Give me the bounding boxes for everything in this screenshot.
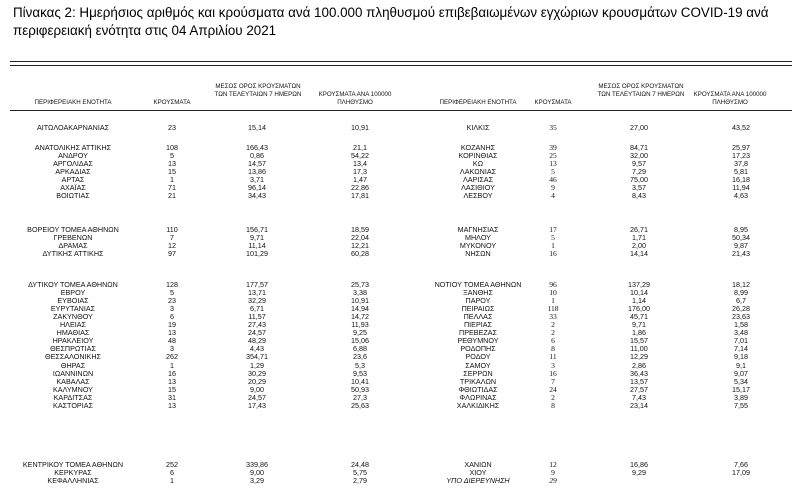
cases-cell: 25 — [549, 151, 557, 161]
cases-cell: 6 — [170, 468, 174, 478]
per100k-cell: 12,21 — [351, 241, 369, 251]
per100k-cell: 27,3 — [353, 392, 367, 402]
per100k-cell: 23,63 — [732, 312, 750, 322]
cases-cell: 262 — [166, 352, 178, 362]
cases-cell: 108 — [166, 143, 178, 152]
region-cell: ΕΥΡΥΤΑΝΙΑΣ — [50, 304, 96, 314]
avg7-cell: 45,71 — [630, 312, 648, 322]
per100k-cell: 5,81 — [734, 167, 748, 177]
cases-cell: 1 — [170, 476, 174, 486]
avg7-cell: 24,57 — [248, 392, 266, 402]
avg7-cell: 84,71 — [630, 143, 648, 152]
cases-cell: 5 — [170, 288, 174, 298]
avg7-cell: 9,00 — [250, 384, 264, 394]
cases-cell: 8 — [551, 400, 555, 410]
per100k-cell: 14,94 — [351, 304, 369, 314]
region-cell: ΚΑΛΥΜΝΟΥ — [53, 384, 93, 394]
avg7-cell: 1,86 — [632, 328, 646, 338]
avg7-cell: 16,86 — [630, 460, 648, 469]
cases-cell: 13 — [168, 328, 176, 338]
per100k-cell: 9,53 — [353, 368, 367, 378]
per100k-cell: 7,55 — [734, 400, 748, 410]
region-cell: ΠΕΛΛΑΣ — [463, 312, 493, 322]
cases-cell: 2 — [551, 320, 555, 330]
cases-cell: 16 — [549, 249, 557, 259]
cases-cell: 19 — [168, 320, 176, 330]
cases-cell: 15 — [168, 384, 176, 394]
per100k-cell: 22,86 — [351, 183, 369, 193]
per100k-cell: 9,07 — [734, 368, 748, 378]
region-cell: ΚΙΛΚΙΣ — [466, 123, 490, 132]
avg7-cell: 2,86 — [632, 360, 646, 370]
region-cell: ΠΡΕΒΕΖΑΣ — [459, 328, 497, 338]
cases-cell: 7 — [551, 376, 555, 386]
avg7-cell: 27,00 — [630, 123, 648, 132]
per100k-cell: 13,4 — [353, 159, 367, 169]
cases-cell: 1 — [170, 360, 174, 370]
avg7-cell: 9,71 — [632, 320, 646, 330]
avg7-cell: 32,29 — [248, 296, 266, 306]
cases-cell: 11 — [549, 352, 557, 362]
per100k-cell: 9,87 — [734, 241, 748, 251]
cases-cell: 9 — [551, 183, 555, 193]
region-cell: ΑΝΑΤΟΛΙΚΗΣ ΑΤΤΙΚΗΣ — [34, 143, 112, 152]
per100k-cell: 8,95 — [734, 225, 748, 234]
region-cell: ΡΕΘΥΜΝΟΥ — [457, 336, 499, 346]
region-cell: ΛΑΡΙΣΑΣ — [462, 175, 494, 185]
per100k-cell: 10,91 — [351, 296, 369, 306]
region-cell: ΧΑΝΙΩΝ — [464, 460, 492, 469]
per100k-cell: 8,99 — [734, 288, 748, 298]
header-avg7: ΜΕΣΟΣ ΟΡΟΣ ΚΡΟΥΣΜΑΤΩΝ ΤΩΝ ΤΕΛΕΥΤΑΙΩΝ 7 ΗΜΕΡΩΝ — [214, 83, 302, 98]
region-cell: ΔΥΤΙΚΟΥ ΤΟΜΕΑ ΑΘΗΝΩΝ — [28, 280, 118, 289]
avg7-cell: 2,00 — [632, 241, 646, 251]
avg7-cell: 6,71 — [250, 304, 264, 314]
avg7-cell: 13,86 — [248, 167, 266, 177]
cases-cell: 252 — [166, 460, 178, 469]
per100k-cell: 16,18 — [732, 175, 750, 185]
cases-cell: 13 — [168, 376, 176, 386]
region-cell: ΙΩΑΝΝΙΝΩΝ — [52, 368, 94, 378]
per100k-cell: 3,89 — [734, 392, 748, 402]
region-cell: ΠΑΡΟΥ — [465, 296, 491, 306]
cases-cell: 17 — [549, 225, 557, 234]
region-cell: ΦΛΩΡΙΝΑΣ — [459, 392, 497, 402]
region-cell: ΚΕΝΤΡΙΚΟΥ ΤΟΜΕΑ ΑΘΗΝΩΝ — [22, 460, 124, 469]
per100k-cell: 5,75 — [353, 468, 367, 478]
avg7-cell: 27,43 — [248, 320, 266, 330]
cases-cell: 5 — [551, 167, 555, 177]
avg7-cell: 23,14 — [630, 400, 648, 410]
region-cell: ΒΟΙΩΤΙΑΣ — [56, 191, 90, 201]
cases-cell: 24 — [549, 384, 557, 394]
avg7-cell: 166,43 — [246, 143, 268, 152]
avg7-cell — [604, 476, 674, 485]
region-cell: ΛΕΣΒΟΥ — [463, 191, 493, 201]
avg7-cell: 1,71 — [632, 233, 646, 243]
per100k-cell: 11,94 — [732, 183, 750, 193]
per100k-cell: 10,41 — [351, 376, 369, 386]
avg7-cell: 7,29 — [632, 167, 646, 177]
avg7-cell: 15,57 — [630, 336, 648, 346]
region-cell: ΜΗΛΟΥ — [465, 233, 491, 243]
per100k-cell — [706, 476, 776, 485]
cases-cell: 33 — [549, 312, 557, 322]
table-header-rule — [10, 65, 792, 66]
cases-cell: 96 — [549, 280, 557, 289]
region-cell: ΜΥΚΟΝΟΥ — [459, 241, 497, 251]
cases-cell: 1 — [551, 296, 555, 306]
cases-cell: 97 — [168, 249, 176, 259]
cases-cell: 23 — [168, 296, 176, 306]
header-cases: ΚΡΟΥΣΜΑΤΑ — [153, 99, 191, 106]
avg7-cell: 9,00 — [250, 468, 264, 478]
region-cell: ΔΥΤΙΚΗΣ ΑΤΤΙΚΗΣ — [42, 249, 104, 259]
header-cases-right: ΚΡΟΥΣΜΑΤΑ — [534, 99, 572, 106]
region-cell: ΑΡΚΑΔΙΑΣ — [55, 167, 91, 177]
per100k-cell: 24,48 — [351, 460, 369, 469]
region-cell: ΘΕΣΣΑΛΟΝΙΚΗΣ — [45, 352, 101, 362]
region-cell: ΣΑΜΟΥ — [465, 360, 491, 370]
region-cell: ΧΙΟΥ — [469, 468, 487, 478]
region-cell: ΒΟΡΕΙΟΥ ΤΟΜΕΑ ΑΘΗΝΩΝ — [27, 225, 119, 234]
per100k-cell: 17,23 — [732, 151, 750, 161]
per100k-cell: 54,22 — [351, 151, 369, 161]
region-cell: ΚΟΡΙΝΘΙΑΣ — [458, 151, 498, 161]
region-cell: ΠΙΕΡΙΑΣ — [463, 320, 492, 330]
cases-cell: 1 — [551, 241, 555, 251]
cases-cell: 23 — [168, 123, 176, 132]
avg7-cell: 32,00 — [630, 151, 648, 161]
per100k-cell: 43,52 — [732, 123, 750, 132]
avg7-cell: 8,43 — [632, 191, 646, 201]
avg7-cell: 0,86 — [250, 151, 264, 161]
avg7-cell: 14,57 — [248, 159, 266, 169]
region-cell: ΕΥΒΟΙΑΣ — [57, 296, 89, 306]
region-cell: ΔΡΑΜΑΣ — [58, 241, 88, 251]
cases-cell: 128 — [166, 280, 178, 289]
avg7-cell: 12,29 — [630, 352, 648, 362]
region-cell: ΗΜΑΘΙΑΣ — [56, 328, 90, 338]
per100k-cell: 6,7 — [736, 296, 746, 306]
avg7-cell: 75,00 — [630, 175, 648, 185]
cases-cell: 9 — [551, 468, 555, 478]
region-cell: ΑΝΔΡΟΥ — [58, 151, 88, 161]
per100k-cell: 21,43 — [732, 249, 750, 259]
region-cell: ΘΗΡΑΣ — [60, 360, 86, 370]
avg7-cell: 3,57 — [632, 183, 646, 193]
region-cell: ΚΕΦΑΛΛΗΝΙΑΣ — [47, 476, 99, 486]
cases-cell: 39 — [549, 143, 557, 152]
region-cell: ΝΟΤΙΟΥ ΤΟΜΕΑ ΑΘΗΝΩΝ — [434, 280, 522, 289]
cases-cell: 16 — [549, 368, 557, 378]
region-cell: ΡΟΔΟΥ — [465, 352, 491, 362]
cases-cell: 21 — [168, 191, 176, 201]
region-cell: ΑΙΤΩΛΟΑΚΑΡΝΑΝΙΑΣ — [36, 123, 110, 132]
per100k-cell: 14,72 — [351, 312, 369, 322]
region-cell: ΜΑΓΝΗΣΙΑΣ — [457, 225, 499, 234]
region-cell: ΛΑΣΙΘΙΟΥ — [461, 183, 495, 193]
per100k-cell: 17,81 — [351, 191, 369, 201]
header-region-right: ΠΕΡΙΦΕΡΕΙΑΚΗ ΕΝΟΤΗΤΑ — [439, 99, 517, 106]
avg7-cell: 30,29 — [248, 368, 266, 378]
per100k-cell: 1,58 — [734, 320, 748, 330]
avg7-cell: 156,71 — [246, 225, 268, 234]
per100k-cell: 15,17 — [732, 384, 750, 394]
page-title: Πίνακας 2: Ημερήσιος αριθμός και κρούσματα ανά 100.000 πληθυσμού επιβεβαιωμένων εγχώριων κρουσμάτων COVID-19 ανά περιφερειακή ενότητα στις 04 Απριλίου 2021 — [13, 5, 769, 38]
cases-cell: 13 — [168, 159, 176, 169]
cases-cell: 4 — [551, 191, 555, 201]
region-cell: ΚΟΖΑΝΗΣ — [460, 143, 496, 152]
cases-cell: 118 — [547, 304, 559, 314]
per100k-cell: 9,1 — [736, 360, 746, 370]
per100k-cell: 5,3 — [355, 360, 365, 370]
per100k-cell: 25,97 — [732, 143, 750, 152]
region-cell: ΑΧΑΪΑΣ — [60, 183, 86, 193]
avg7-cell: 96,14 — [248, 183, 266, 193]
cases-cell: 2 — [551, 392, 555, 402]
cases-cell: 3 — [170, 304, 174, 314]
region-cell: ΚΑΒΑΛΑΣ — [56, 376, 90, 386]
region-cell: ΘΕΣΠΡΩΤΙΑΣ — [50, 344, 96, 354]
cases-cell: 15 — [168, 167, 176, 177]
per100k-cell: 1,47 — [353, 175, 367, 185]
per100k-cell: 17,09 — [732, 468, 750, 478]
region-cell: ΗΡΑΚΛΕΙΟΥ — [52, 336, 94, 346]
region-cell: ΕΒΡΟΥ — [60, 288, 86, 298]
cases-cell: 71 — [168, 183, 176, 193]
per100k-cell: 25,63 — [351, 400, 369, 410]
table-top-rule — [10, 61, 792, 62]
per100k-cell: 3,48 — [734, 328, 748, 338]
avg7-cell: 34,43 — [248, 191, 266, 201]
avg7-cell: 3,71 — [250, 175, 264, 185]
per100k-cell: 18,59 — [351, 225, 369, 234]
cases-cell: 12 — [168, 241, 176, 251]
per100k-cell: 15,06 — [351, 336, 369, 346]
table-body-rule — [10, 110, 792, 111]
per100k-cell: 17,3 — [353, 167, 367, 177]
avg7-cell: 10,14 — [630, 288, 648, 298]
avg7-cell: 11,00 — [630, 344, 648, 354]
region-cell: ΗΛΕΙΑΣ — [59, 320, 87, 330]
avg7-cell: 3,29 — [250, 476, 264, 486]
per100k-cell: 60,28 — [351, 249, 369, 259]
cases-cell: 16 — [168, 368, 176, 378]
avg7-cell: 177,57 — [246, 280, 268, 289]
per100k-cell: 50,93 — [351, 384, 369, 394]
region-cell: ΞΑΝΘΗΣ — [463, 288, 493, 298]
avg7-cell: 1,29 — [250, 360, 264, 370]
region-cell: ΑΡΓΟΛΙΔΑΣ — [53, 159, 93, 169]
region-cell: ΚΕΡΚΥΡΑΣ — [54, 468, 92, 478]
avg7-cell: 339,86 — [246, 460, 268, 469]
avg7-cell: 9,29 — [632, 468, 646, 478]
avg7-cell: 13,71 — [248, 288, 266, 298]
cases-cell: 13 — [168, 400, 176, 410]
cases-cell: 10 — [549, 288, 557, 298]
region-cell: ΣΕΡΡΩΝ — [463, 368, 493, 378]
per100k-cell: 25,73 — [351, 280, 369, 289]
cases-cell: 13 — [549, 159, 557, 169]
avg7-cell: 14,14 — [630, 249, 648, 259]
region-cell: ΥΠΟ ΔΙΕΡΕΥΝΗΣΗ — [446, 476, 510, 486]
avg7-cell: 7,43 — [632, 392, 646, 402]
avg7-cell: 176,00 — [628, 304, 650, 314]
region-cell: ΚΑΣΤΟΡΙΑΣ — [53, 400, 93, 410]
region-cell: ΤΡΙΚΑΛΩΝ — [459, 376, 497, 386]
region-cell: ΧΑΛΚΙΔΙΚΗΣ — [456, 400, 500, 410]
per100k-cell: 5,34 — [734, 376, 748, 386]
avg7-cell: 11,14 — [248, 241, 266, 251]
cases-cell: 31 — [168, 392, 176, 402]
region-cell: ΦΘΙΩΤΙΔΑΣ — [458, 384, 498, 394]
header-region: ΠΕΡΙΦΕΡΕΙΑΚΗ ΕΝΟΤΗΤΑ — [34, 99, 112, 106]
header-per100k-right: ΚΡΟΥΣΜΑΤΑ ΑΝΑ 100000 ΠΛΗΘΥΣΜΟ — [693, 91, 767, 106]
cases-cell: 8 — [551, 344, 555, 354]
per100k-cell: 3,38 — [353, 288, 367, 298]
avg7-cell: 354,71 — [246, 352, 268, 362]
per100k-cell: 11,93 — [351, 320, 369, 330]
avg7-cell: 11,57 — [248, 312, 266, 322]
per100k-cell: 6,88 — [353, 344, 367, 354]
avg7-cell: 17,43 — [248, 400, 266, 410]
per100k-cell: 7,66 — [734, 460, 748, 469]
cases-cell: 1 — [170, 175, 174, 185]
region-cell: ΚΑΡΔΙΤΣΑΣ — [53, 392, 93, 402]
avg7-cell: 9,71 — [250, 233, 264, 243]
per100k-cell: 21,1 — [353, 143, 367, 152]
cases-cell: 7 — [170, 233, 174, 243]
avg7-cell: 15,14 — [248, 123, 266, 132]
avg7-cell: 24,57 — [248, 328, 266, 338]
cases-cell: 3 — [170, 344, 174, 354]
region-cell: ΝΗΣΩΝ — [465, 249, 491, 259]
avg7-cell: 4,43 — [250, 344, 264, 354]
avg7-cell: 36,43 — [630, 368, 648, 378]
per100k-cell: 9,25 — [353, 328, 367, 338]
avg7-cell: 101,29 — [246, 249, 268, 259]
cases-cell: 6 — [551, 336, 555, 346]
per100k-cell: 4,63 — [734, 191, 748, 201]
region-cell: ΡΟΔΟΠΗΣ — [460, 344, 496, 354]
cases-cell: 3 — [551, 360, 555, 370]
avg7-cell: 13,57 — [630, 376, 648, 386]
avg7-cell: 9,57 — [632, 159, 646, 169]
region-cell: ΑΡΤΑΣ — [61, 175, 85, 185]
per100k-cell: 23,6 — [353, 352, 367, 362]
avg7-cell: 27,57 — [630, 384, 648, 394]
cases-cell: 48 — [168, 336, 176, 346]
per100k-cell: 10,91 — [351, 123, 369, 132]
per100k-cell: 26,28 — [732, 304, 750, 314]
cases-cell: 5 — [551, 233, 555, 243]
header-per100k: ΚΡΟΥΣΜΑΤΑ ΑΝΑ 100000 ΠΛΗΘΥΣΜΟ — [318, 91, 392, 106]
per100k-cell: 9,18 — [734, 352, 748, 362]
region-cell: ΓΡΕΒΕΝΩΝ — [53, 233, 93, 243]
cases-cell: 12 — [549, 460, 557, 469]
cases-cell: 6 — [170, 312, 174, 322]
cases-cell: 29 — [549, 476, 557, 486]
per100k-cell: 37,8 — [734, 159, 748, 169]
cases-cell: 35 — [549, 123, 557, 132]
cases-cell: 2 — [551, 328, 555, 338]
per100k-cell: 7,14 — [734, 344, 748, 354]
per100k-cell: 18,12 — [732, 280, 750, 289]
region-cell: ΠΕΙΡΑΙΩΣ — [461, 304, 495, 314]
cases-cell: 5 — [170, 151, 174, 161]
region-cell: ΛΑΚΩΝΙΑΣ — [459, 167, 497, 177]
per100k-cell: 2,79 — [353, 476, 367, 486]
per100k-cell: 22,04 — [351, 233, 369, 243]
region-cell: ΖΑΚΥΝΘΟΥ — [53, 312, 93, 322]
cases-cell: 46 — [549, 175, 557, 185]
header-avg7-right: ΜΕΣΟΣ ΟΡΟΣ ΚΡΟΥΣΜΑΤΩΝ ΤΩΝ ΤΕΛΕΥΤΑΙΩΝ 7 ΗΜΕΡΩΝ — [597, 83, 685, 98]
avg7-cell: 26,71 — [630, 225, 648, 234]
cases-cell: 110 — [166, 225, 178, 234]
avg7-cell: 48,29 — [248, 336, 266, 346]
per100k-cell: 7,01 — [734, 336, 748, 346]
per100k-cell: 50,34 — [732, 233, 750, 243]
region-cell: ΚΩ — [472, 159, 484, 169]
avg7-cell: 137,29 — [628, 280, 650, 289]
avg7-cell: 1,14 — [632, 296, 646, 306]
avg7-cell: 20,29 — [248, 376, 266, 386]
